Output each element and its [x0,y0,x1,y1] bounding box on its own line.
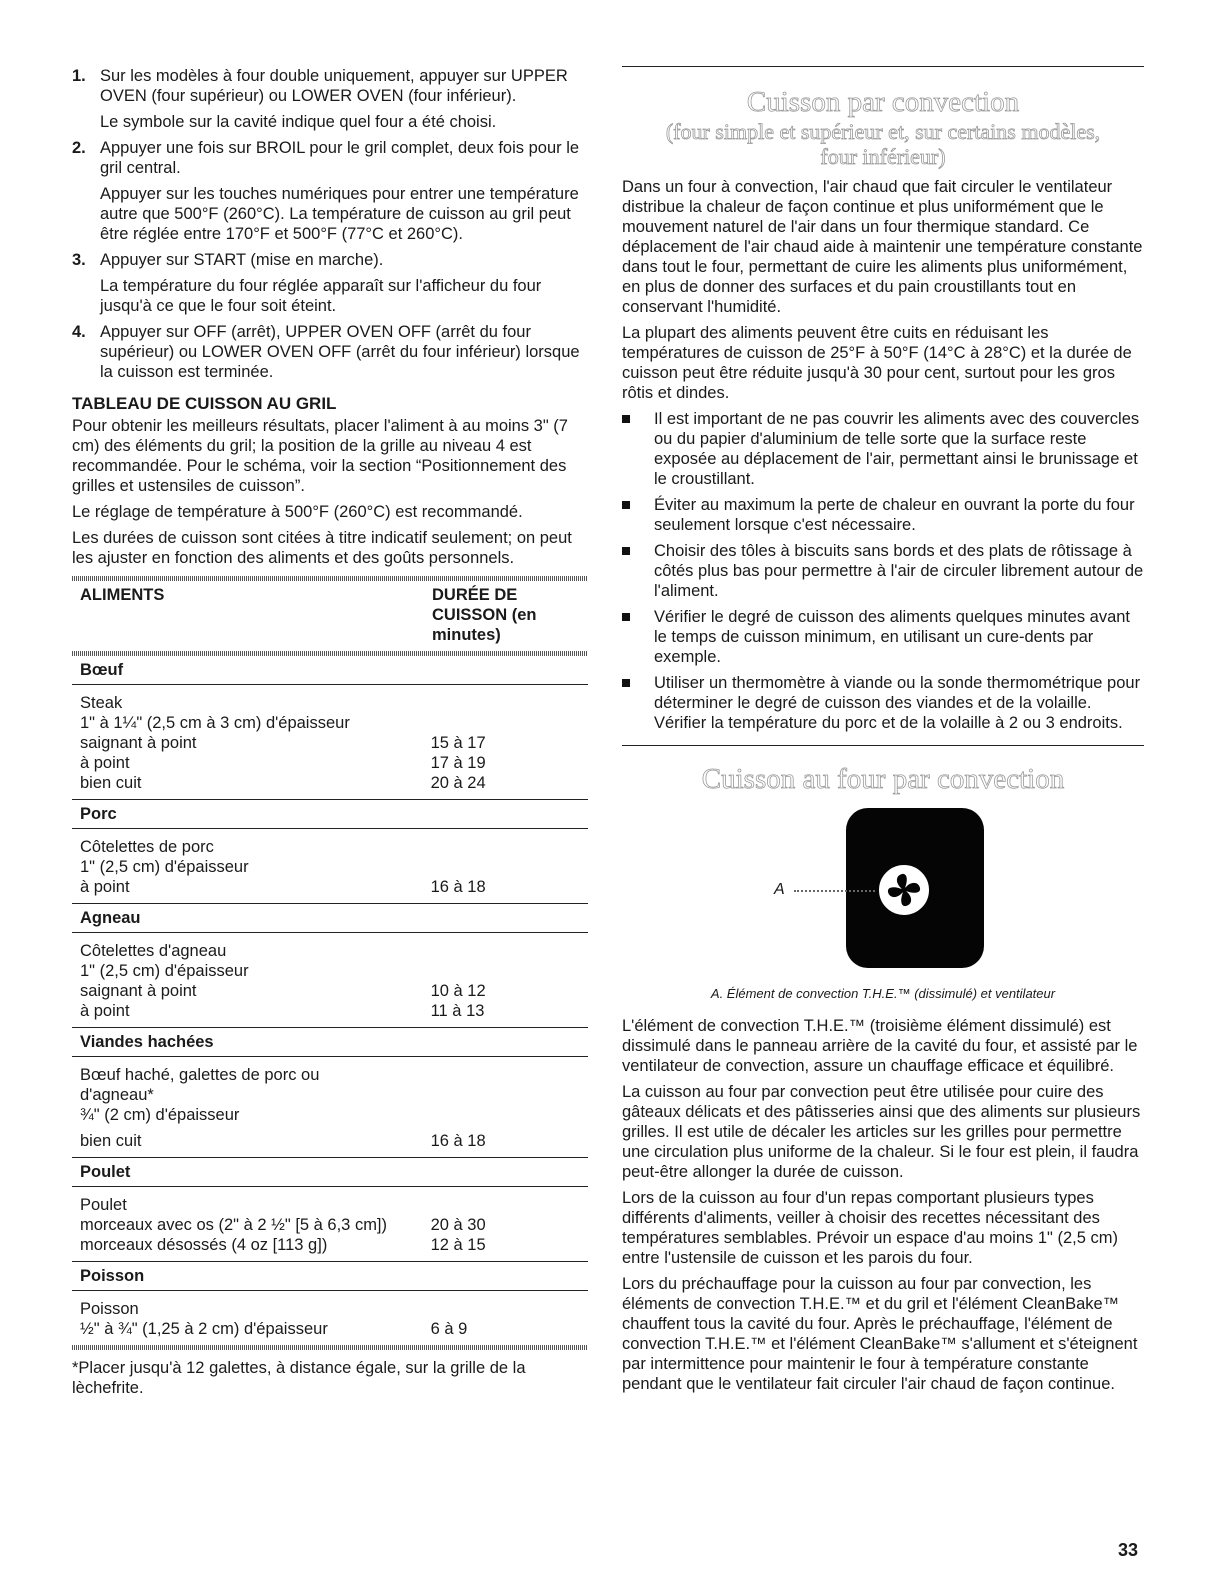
time-cell [431,1195,580,1215]
table-row [80,1299,580,1319]
food-cell: saignant à point [80,734,197,752]
convection-tips [622,409,1144,733]
table-row [80,837,580,857]
food-cell: bien cuit [80,774,142,792]
broil-intro: Pour obtenir les meilleurs résultats, placer l'aliment à au moins 3" (7 cm) des éléments du gril; la position de la grille au niveau 4 est recommandée. Pour le schéma, voir la section “Positionnement des grilles et ustensiles de cuisson”. [72,417,568,495]
time-cell [431,713,580,733]
table-header [72,581,588,651]
table-group [72,829,588,904]
bake-para: La cuisson au four par convection peut être utilisée pour cuire des gâteaux délicats et des pâtisseries ainsi que des aliments sur plusieurs grilles. Il est utile de décaler les articles sur les grilles pour permettre une circulation plus uniforme de la chaleur. Si le four est plein, il faudra peut-être allonger la durée de cuisson. [622,1083,1141,1181]
bake-para: Lors du préchauffage pour la cuisson au four par convection, les éléments de convection T.H.E.™ et du gril et l'élément CleanBake™ chauffent tous la cavité du four. Après le préchauffage, l'élément de convection T.H.E.™ et l'élément CleanBake™ s'allument et s'éteignent par intermittence pour maintenir le four à température constante pendant que le ventilateur fait circuler l'air chaud de façon continue. [622,1275,1138,1393]
time-cell: 12 à 15 [430,1236,486,1254]
header-food: ALIMENTS [80,586,165,604]
time-cell: 10 à 12 [430,982,486,1000]
time-cell: 16 à 18 [430,1132,486,1150]
page-number: 33 [1118,1540,1139,1560]
time-cell: 20 à 30 [430,1216,486,1234]
food-cell: à point [80,878,130,896]
step-number: 2. [72,139,86,157]
food-cell: Côtelettes de porc [80,838,214,856]
tip-item: Choisir des tôles à biscuits sans bords et des plats de rôtissage à côtés plus bas pour permettre à l'air de circuler librement autour de l'aliment. [622,541,1144,601]
food-cell: bien cuit [80,1132,142,1150]
tip-item: Il est important de ne pas couvrir les aliments avec des couvercles ou du papier d'aluminium de telle sorte que la surface reste exposée au déplacement de l'air, permettant ainsi le brunissage et le croustillant. [622,409,1144,489]
table-row [80,877,580,897]
food-cell: 1" à 1¼" (2,5 cm à 3 cm) d'épaisseur [80,714,350,732]
convection-title: Cuisson par convection [746,86,1020,118]
food-cell: Poisson [80,1300,139,1318]
table-row [80,753,580,773]
convection-para: La plupart des aliments peuvent être cuits en réduisant les températures de cuisson de 25°F à 50°F (14°C à 28°C) et la durée de cuisson peut être réduite jusqu'à 30 pour cent, surtout pour les gros rôtis et dindes. [622,324,1132,402]
time-cell: 20 à 24 [430,774,486,792]
header-time: DURÉE DE CUISSON (en minutes) [432,586,537,644]
time-cell: 17 à 19 [430,754,486,772]
tip-item: Vérifier le degré de cuisson des aliments quelques minutes avant le temps de cuisson minimum, en utilisant un cure-dents par exemple. [622,607,1144,667]
table-row [80,1065,580,1085]
step-item [72,322,592,382]
bake-para: Lors de la cuisson au four d'un repas comportant plusieurs types différents d'aliments, veiller à choisir des recettes nécessitant des températures semblables. Prévoir un espace d'au moins 1" (2,5 cm) entre l'ustensile de cuisson et les parois du four. [622,1189,1118,1267]
table-category: Poisson [72,1262,588,1291]
fan-icon [876,862,932,918]
time-cell [431,1065,580,1085]
table-body [72,656,588,1345]
food-cell: Bœuf haché, galettes de porc ou [80,1066,320,1084]
section-rule [622,745,1144,746]
food-cell: à point [80,754,130,772]
step-text: Appuyer sur OFF (arrêt), UPPER OVEN OFF (arrêt du four supérieur) ou LOWER OVEN OFF (arrêt du four inférieur) lorsque la cuisson est terminée. [100,323,580,381]
table-row [80,733,580,753]
convection-subtitle-line2: four inférieur) [820,144,946,169]
food-cell: saignant à point [80,982,197,1000]
time-cell [431,961,580,981]
step-text: Appuyer une fois sur BROIL pour le gril complet, deux fois pour le gril central. [100,139,580,177]
table-row [80,1215,580,1235]
table-group [72,1187,588,1262]
table-row [80,1319,580,1339]
step-item [72,250,592,316]
step-text: Appuyer sur les touches numériques pour entrer une température autre que 500°F (260°C). La température de cuisson au gril peut être réglée entre 170°F et 500°F (77°C et 260°C). [100,185,579,243]
broil-intro: Le réglage de température à 500°F (260°C) est recommandé. [72,503,523,521]
left-column [72,66,592,1404]
table-category: Poulet [72,1158,588,1187]
convection-para: Dans un four à convection, l'air chaud que fait circuler le ventilateur distribue la chaleur de façon continue et plus uniformément que le mouvement naturel de l'air dans un four thermique standard. Ce déplacement de l'air chaud aide à maintenir une température constante dans tout le four, permettant de cuire les aliments plus uniformément, en plus de donner des surfaces et du pain croustillants tout en conservant l'humidité. [622,178,1143,316]
step-text: Le symbole sur la cavité indique quel four a été choisi. [100,113,497,131]
time-cell: 16 à 18 [430,878,486,896]
table-group [72,1291,588,1345]
table-category: Viandes hachées [72,1028,588,1057]
convection-subtitle-line1: (four simple et supérieur et, sur certains modèles, [665,119,1101,144]
table-group [72,933,588,1028]
section-rule [622,66,1144,67]
oven-figure [622,806,1144,984]
right-column [622,66,1144,1400]
figure-label: A [774,881,785,898]
food-cell: ½" à ¾" (1,25 à 2 cm) d'épaisseur [80,1320,328,1338]
table-row [80,941,580,961]
food-cell: Steak [80,694,123,712]
step-number: 1. [72,67,86,85]
time-cell [431,941,580,961]
broil-table-heading: TABLEAU DE CUISSON AU GRIL [72,394,337,413]
time-cell: 11 à 13 [430,1002,485,1020]
table-group [72,685,588,800]
table-category: Porc [72,800,588,829]
food-cell: morceaux avec os (2" à 2 ½" [5 à 6,3 cm]) [80,1216,388,1234]
step-text: Appuyer sur START (mise en marche). [100,251,384,269]
bake-title: Cuisson au four par convection [701,763,1065,795]
food-cell: Côtelettes d'agneau [80,942,227,960]
bake-para: L'élément de convection T.H.E.™ (troisième élément dissimulé) est dissimulé dans le panneau arrière de la cavité du four, et assisté par le ventilateur de convection, assure un chauffage efficace et équilibré. [622,1017,1138,1075]
broil-intro: Les durées de cuisson sont citées à titre indicatif seulement; on peut les ajuster en fonction des aliments et des goûts personnels. [72,529,572,567]
time-cell: 15 à 17 [430,734,486,752]
table-row [80,693,580,713]
figure-leader-line [794,890,878,892]
table-category: Agneau [72,904,588,933]
time-cell [431,1105,580,1125]
table-row [80,961,580,981]
table-row [80,1235,580,1255]
food-cell: d'agneau* [80,1086,154,1104]
table-category: Bœuf [72,656,588,685]
time-cell: 6 à 9 [430,1320,468,1338]
table-row [80,1195,580,1215]
time-cell [431,857,580,877]
food-cell: à point [80,1002,130,1020]
table-footnote: *Placer jusqu'à 12 galettes, à distance égale, sur la grille de la lèchefrite. [72,1359,526,1397]
food-cell: Poulet [80,1196,127,1214]
step-number: 4. [72,323,86,341]
broil-table [72,576,588,1350]
step-item [72,66,592,132]
table-row [80,1085,580,1105]
time-cell [431,1085,580,1105]
step-text: La température du four réglée apparaît sur l'afficheur du four jusqu'à ce que le four soit éteint. [100,277,542,315]
table-row [80,981,580,1001]
tip-item: Utiliser un thermomètre à viande ou la sonde thermométrique pour déterminer le degré de cuisson des viandes et de la volaille. Vérifier la température du porc et de la volaille à 2 ou 3 endroits. [622,673,1144,733]
figure-caption: A. Élément de convection T.H.E.™ (dissimulé) et ventilateur [710,986,1056,1001]
time-cell [431,1299,580,1319]
food-cell: 1" (2,5 cm) d'épaisseur [80,858,249,876]
food-cell: 1" (2,5 cm) d'épaisseur [80,962,249,980]
table-group [72,1057,588,1158]
table-bottom-border [72,1345,588,1350]
tip-item: Éviter au maximum la perte de chaleur en ouvrant la porte du four seulement lorsque c'est nécessaire. [622,495,1144,535]
table-row [80,773,580,793]
food-cell: ¾" (2 cm) d'épaisseur [80,1106,240,1124]
table-row [80,1105,580,1125]
table-row [80,1131,580,1151]
table-row [80,713,580,733]
table-row [80,1001,580,1021]
step-text: Sur les modèles à four double uniquement, appuyer sur UPPER OVEN (four supérieur) ou LOWER OVEN (four inférieur). [100,67,568,105]
food-cell: morceaux désossés (4 oz [113 g]) [80,1236,328,1254]
broil-steps [72,66,592,382]
time-cell [431,837,580,857]
step-number: 3. [72,251,86,269]
step-item [72,138,592,244]
time-cell [431,693,580,713]
table-row [80,857,580,877]
